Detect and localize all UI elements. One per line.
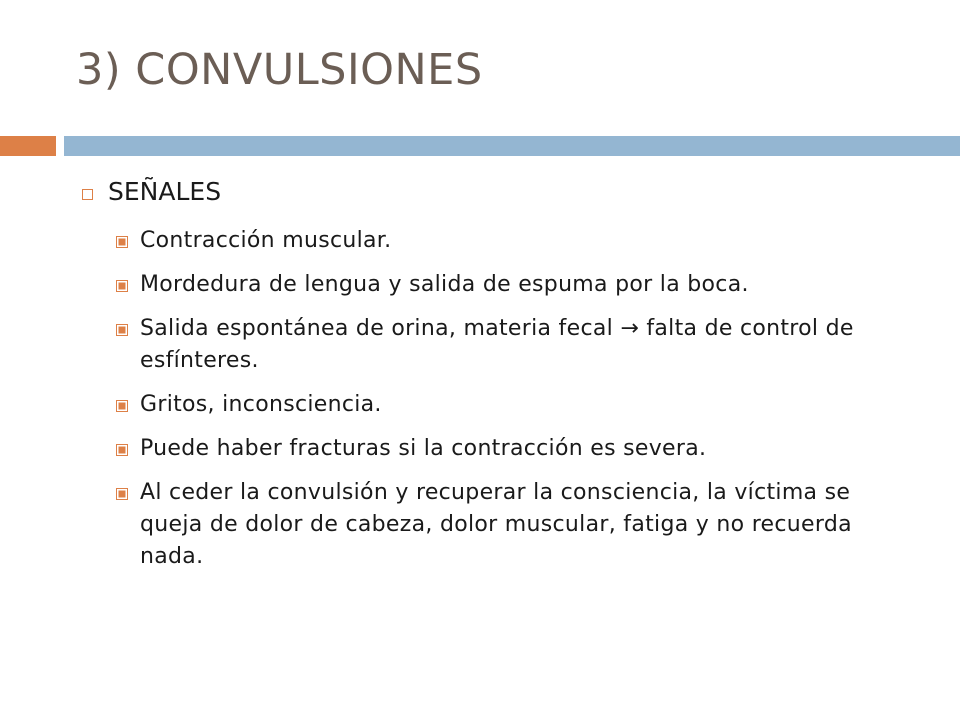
list-item [116, 225, 910, 257]
filled-square-icon [116, 280, 128, 292]
section-heading: SEÑALES [108, 177, 222, 206]
list-item [116, 477, 910, 573]
list-item-text: Mordedura de lengua y salida de espuma por la boca. [140, 271, 749, 297]
list-item [116, 433, 910, 465]
list-item [116, 269, 910, 301]
list-item [116, 389, 910, 421]
hollow-square-icon [82, 189, 93, 200]
list-item-text: Gritos, inconsciencia. [140, 391, 382, 417]
filled-square-icon [116, 444, 128, 456]
accent-bar-blue [64, 136, 960, 156]
list-item [116, 313, 910, 377]
signs-list [116, 225, 910, 573]
filled-square-icon [116, 488, 128, 500]
list-item-text: Salida espontánea de orina, materia fecal → falta de control de esfínteres. [140, 315, 854, 373]
slide-content [80, 176, 910, 585]
filled-square-icon [116, 236, 128, 248]
accent-bar-orange [0, 136, 56, 156]
filled-square-icon [116, 324, 128, 336]
list-item-text: Al ceder la convulsión y recuperar la consciencia, la víctima se queja de dolor de cabeza, dolor muscular, fatiga y no recuerda nada. [140, 479, 852, 569]
list-item-text: Puede haber fracturas si la contracción es severa. [140, 435, 707, 461]
list-item-text: Contracción muscular. [140, 227, 392, 253]
section-heading-row [80, 176, 910, 209]
slide-title: 3) CONVULSIONES [76, 45, 483, 95]
filled-square-icon [116, 400, 128, 412]
